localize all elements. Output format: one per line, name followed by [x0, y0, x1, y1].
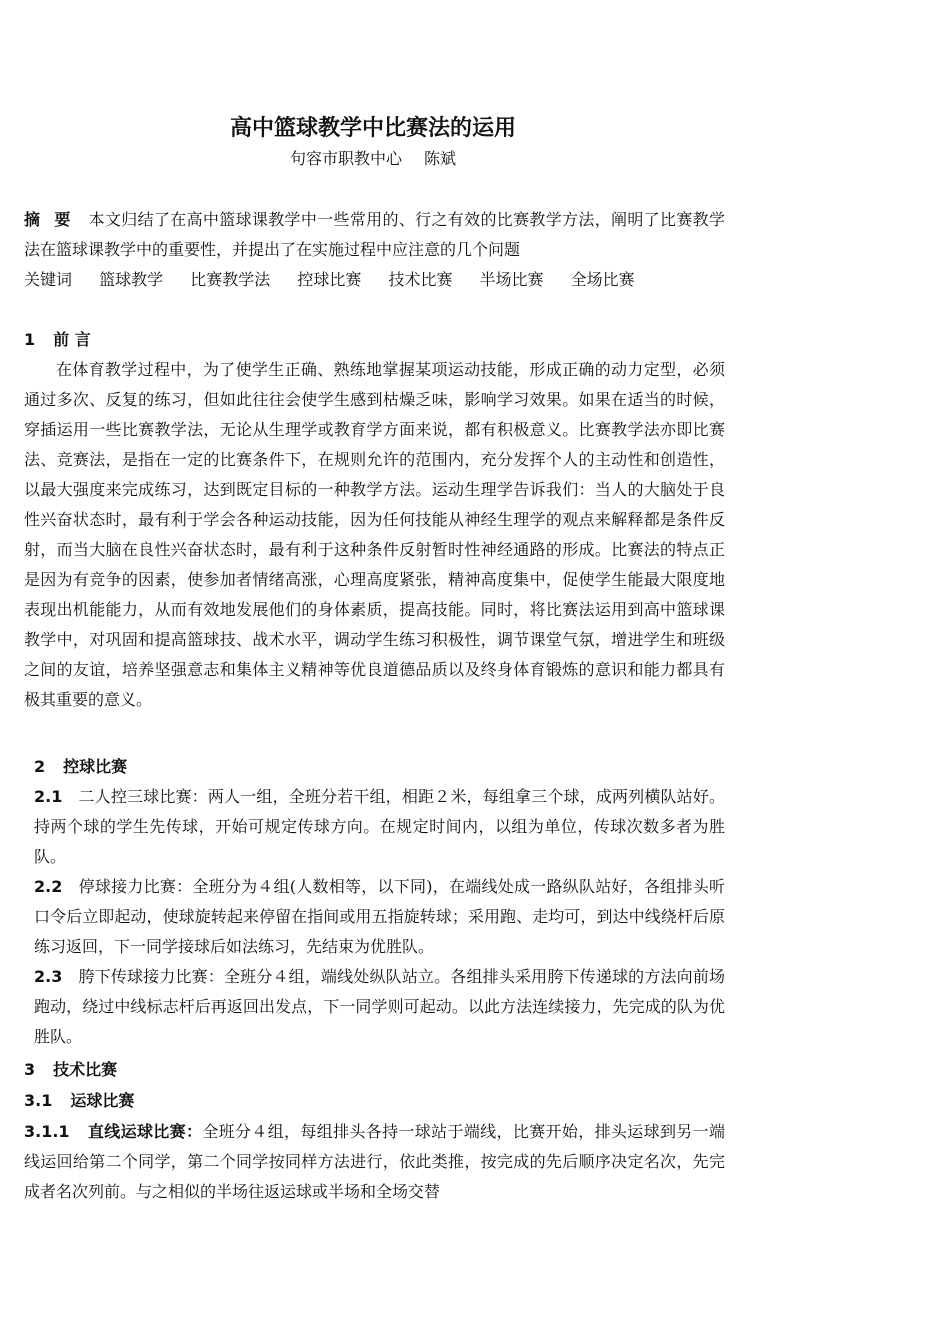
- author-line: [0, 146, 746, 172]
- keyword: 技术比赛: [388, 270, 453, 289]
- keyword: 控球比赛: [297, 270, 362, 289]
- section-heading-2: [34, 752, 127, 782]
- subsection-heading: [24, 1086, 134, 1116]
- abstract-text: 本文归结了在高中篮球课教学中一些常用的、行之有效的比赛教学方法，阐明了比赛教学法在篮球课教学中的重要性，并提出了在实施过程中应注意的几个问题: [24, 210, 725, 259]
- section-title: 控球比赛: [63, 757, 128, 776]
- keywords-label: 关键词: [24, 270, 73, 289]
- keyword: 比赛教学法: [190, 270, 271, 289]
- item-text: 全班分４组，每组排头各持一球站于端线，比赛开始，排头运球到另一端线运回给第二个同学，第二个同学按同样方法进行，依此类推，按完成的先后顺序决定名次，先完成者名次列前。与之相似的半场往返运球或半场和全场交替: [24, 1122, 725, 1201]
- item-number: 2.2: [34, 877, 63, 896]
- item-text: 二人控三球比赛：两人一组，全班分若干组，相距２米，每组拿三个球，成两列横队站好。持两个球的学生先传球，开始可规定传球方向。在规定时间内，以组为单位，传球次数多者为胜队。: [34, 787, 725, 866]
- keyword: 篮球教学: [99, 270, 164, 289]
- subsubsection-paragraph: [24, 1117, 725, 1207]
- author-org: 句容市职教中心: [289, 149, 402, 168]
- list-item: [34, 962, 725, 1052]
- section-number: 2: [34, 757, 46, 776]
- subsection-title: 运球比赛: [70, 1091, 135, 1110]
- list-item: [34, 782, 725, 872]
- item-lead: 直线运球比赛：: [87, 1122, 203, 1141]
- section-number: 1: [24, 330, 36, 349]
- page-title: 高中篮球教学中比赛法的运用: [229, 116, 516, 141]
- section-number: 3: [24, 1060, 36, 1079]
- author-name: 陈斌: [424, 149, 457, 168]
- keyword: 半场比赛: [479, 270, 544, 289]
- keywords: [24, 265, 725, 295]
- list-item: [34, 872, 725, 962]
- intro-paragraph: 在体育教学过程中，为了使学生正确、熟练地掌握某项运动技能，形成正确的动力定型，必须通过多次、反复的练习，但如此往往会使学生感到枯燥乏味，影响学习效果。如果在适当的时候，穿插运用一些比赛教学法，无论从生理学或教育学方面来说，都有积极意义。比赛教学法亦即比赛法、竞赛法，是指在一定的比赛条件下，在规则允许的范围内，充分发挥个人的主动性和创造性，以最大强度来完成练习，达到既定目标的一种教学方法。运动生理学告诉我们：当人的大脑处于良性兴奋状态时，最有利于学会各种运动技能，因为任何技能从神经生理学的观点来解释都是条件反射，而当大脑在良性兴奋状态时，最有利于这种条件反射暂时性神经通路的形成。比赛法的特点正是因为有竞争的因素，使参加者情绪高涨，心理高度紧张，精神高度集中，促使学生能最大限度地表现出机能能力，从而有效地发展他们的身体素质，提高技能。同时，将比赛法运用到高中篮球课教学中，对巩固和提高篮球技、战术水平，调动学生练习积极性，调节课堂气氛，增进学生和班级之间的友谊，培养坚强意志和集体主义精神等优良道德品质以及终身体育锻炼的意识和能力都具有极其重要的意义。: [24, 360, 725, 709]
- section-heading-1: [24, 325, 91, 355]
- section-title: 技术比赛: [53, 1060, 118, 1079]
- item-number: 3.1.1: [24, 1122, 70, 1141]
- subsection-number: 3.1: [24, 1091, 53, 1110]
- item-text: 胯下传球接力比赛：全班分４组，端线处纵队站立。各组排头采用胯下传递球的方法向前场跑动，绕过中线标志杆后再返回出发点，下一同学则可起动。以此方法连续接力，先完成的队为优胜队。: [34, 967, 725, 1046]
- section-title: 前 言: [53, 330, 91, 349]
- abstract-label: 摘要: [24, 210, 85, 229]
- item-text: 停球接力比赛：全班分为４组(人数相等，以下同)，在端线处成一路纵队站好，各组排头听口令后立即起动，使球旋转起来停留在指间或用五指旋转球；采用跑、走均可，到达中线绕杆后原练习返回，下一同学接球后如法练习，先结束为优胜队。: [34, 877, 725, 956]
- keyword: 全场比赛: [570, 270, 635, 289]
- abstract: [24, 205, 725, 265]
- section-heading-3: [24, 1055, 117, 1085]
- item-number: 2.3: [34, 967, 63, 986]
- item-number: 2.1: [34, 787, 63, 806]
